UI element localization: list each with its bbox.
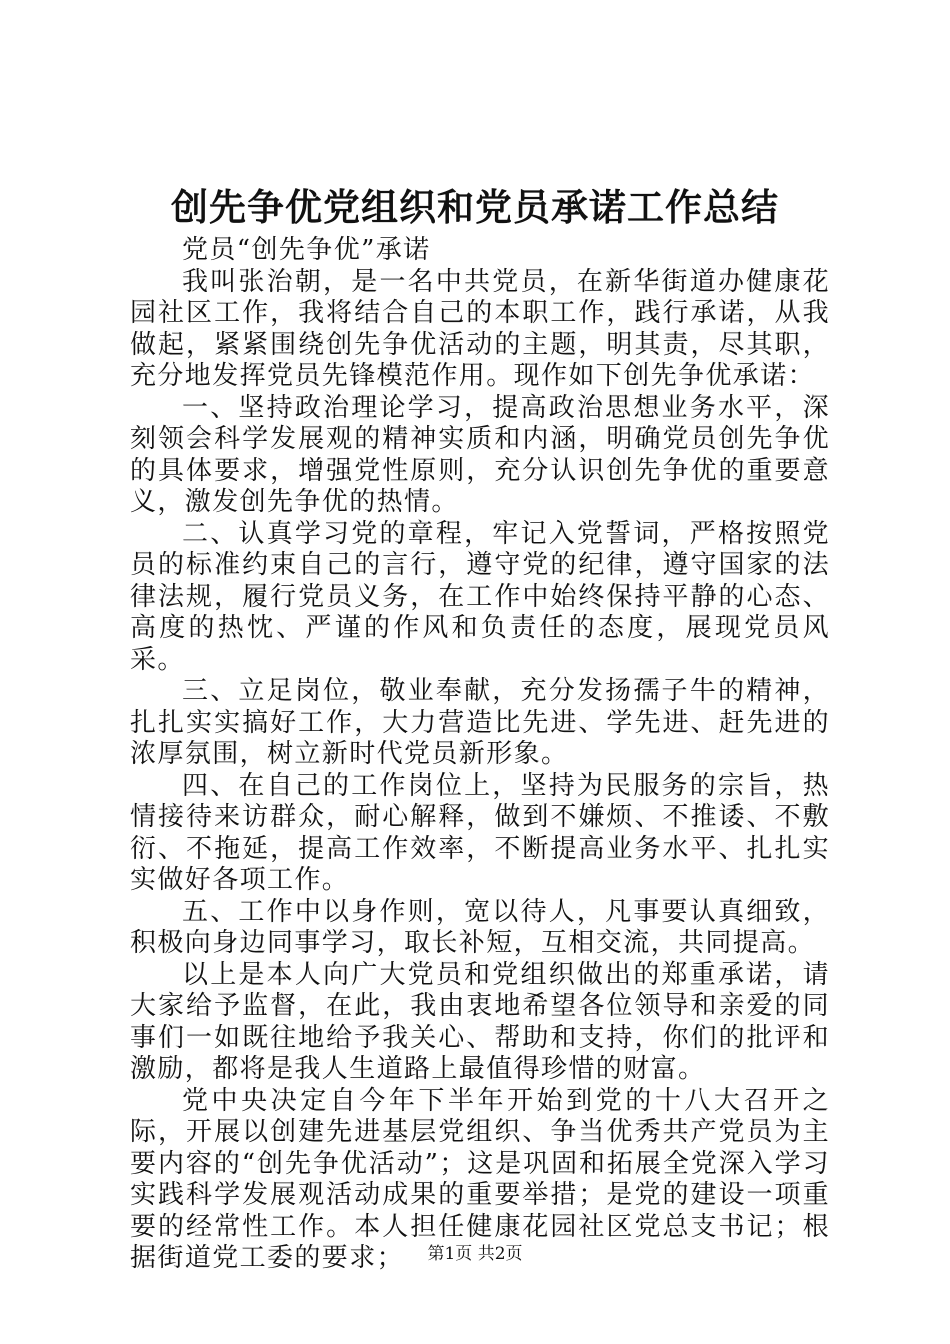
paragraph: 我叫张治朝，是一名中共党员，在新华街道办健康花园社区工作，我将结合自己的本职工作，践行承诺，从我做起，紧紧围绕创先争优活动的主题，明其责，尽其职，充分地发挥党员先锋模范作用。现作如下创先争优承诺：: [130, 266, 830, 391]
document-body: [130, 235, 830, 1275]
paragraph: 党中央决定自今年下半年开始到党的十八大召开之际，开展以创建先进基层党组织、争当优秀共产党员为主要内容的“创先争优活动”；这是巩固和拓展全党深入学习实践科学发展观活动成果的重要举措；是党的建设一项重要的经常性工作。本人担任健康花园社区党总支书记；根据街道党工委的要求；: [130, 1085, 830, 1273]
paragraph: 三、立足岗位，敬业奉献，充分发扬孺子牛的精神，扎扎实实搞好工作，大力营造比先进、学先进、赶先进的浓厚氛围，树立新时代党员新形象。: [130, 676, 830, 769]
paragraph: 以上是本人向广大党员和党组织做出的郑重承诺，请大家给予监督，在此，我由衷地希望各位领导和亲爱的同事们一如既往地给予我关心、帮助和支持，你们的批评和激励，都将是我人生道路上最值得珍惜的财富。: [130, 959, 830, 1084]
paragraph: 一、坚持政治理论学习，提高政治思想业务水平，深刻领会科学发展观的精神实质和内涵，明确党员创先争优的具体要求，增强党性原则，充分认识创先争优的重要意义，激发创先争优的热情。: [130, 392, 830, 517]
paragraph: 五、工作中以身作则，宽以待人，凡事要认真细致，积极向身边同事学习，取长补短，互相交流，共同提高。: [130, 896, 830, 958]
paragraph: 四、在自己的工作岗位上，坚持为民服务的宗旨，热情接待来访群众，耐心解释，做到不嫌烦、不推诿、不敷衍、不拖延，提高工作效率，不断提高业务水平、扎扎实实做好各项工作。: [130, 770, 830, 895]
document-title: 创先争优党组织和党员承诺工作总结: [171, 185, 779, 229]
paragraph: 二、认真学习党的章程，牢记入党誓词，严格按照党员的标准约束自己的言行，遵守党的纪律，遵守国家的法律法规，履行党员义务，在工作中始终保持平静的心态、高度的热忱、严谨的作风和负责任的态度，展现党员风采。: [130, 518, 830, 675]
page-footer: 第1页 共2页: [427, 1244, 523, 1264]
paragraph-heading: 党员“创先争优”承诺: [182, 235, 431, 265]
